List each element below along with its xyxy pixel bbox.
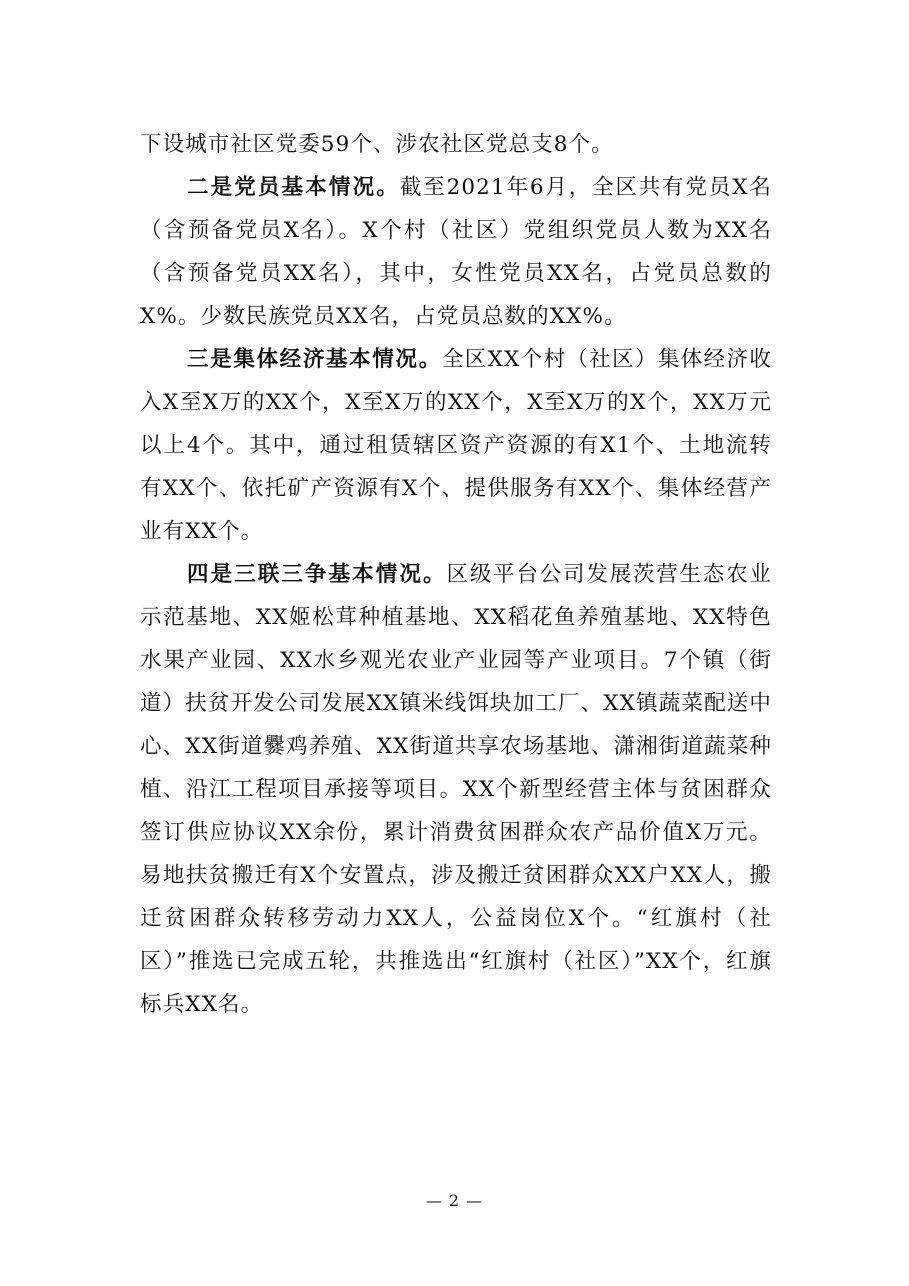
paragraph-three-links xyxy=(140,553,772,1026)
paragraph-continuation xyxy=(140,123,772,166)
paragraph-heading: 三是集体经济基本情况。 xyxy=(187,347,442,372)
paragraph-party-members xyxy=(140,166,772,338)
paragraph-heading: 二是党员基本情况。 xyxy=(187,175,400,200)
paragraph-text: 下设城市社区党委59个、涉农社区党总支8个。 xyxy=(140,132,614,157)
paragraph-heading: 四是三联三争基本情况。 xyxy=(187,562,447,587)
paragraph-text: 区级平台公司发展茨营生态农业示范基地、XX姬松茸种植基地、XX稻花鱼养殖基地、XX特色水果产业园、XX水乡观光农业产业园等产业项目。7个镇（街道）扶贫开发公司发展XX镇米线饵块加工厂、XX镇蔬菜配送中心、XX街道爨鸡养殖、XX街道共享农场基地、潇湘街道蔬菜种植、沿江工程项目承接等项目。XX个新型经营主体与贫困群众签订供应协议XX余份，累计消费贫困群众农产品价值X万元。易地扶贫搬迁有X个安置点，涉及搬迁贫困群众XX户XX人，搬迁贫困群众转移劳动力XX人，公益岗位X个。“红旗村（社区）”推选已完成五轮，共推选出“红旗村（社区）”XX个，红旗标兵XX名。 xyxy=(140,562,773,1017)
page-number: — 2 — xyxy=(425,1191,484,1210)
paragraph-collective-economy xyxy=(140,338,772,553)
paragraph-text: 截至2021年6月，全区共有党员X名（含预备党员X名）。X个村（社区）党组织党员人数为XX名（含预备党员XX名），其中，女性党员XX名，占党员总数的X%。少数民族党员XX名，占党员总数的XX%。 xyxy=(140,175,772,329)
document-body xyxy=(140,123,772,1026)
paragraph-text: 全区XX个村（社区）集体经济收入X至X万的XX个，X至X万的XX个，X至X万的X个，XX万元以上4个。其中，通过租赁辖区资产资源的有X1个、土地流转有XX个、依托矿产资源有X个、提供服务有XX个、集体经营产业有XX个。 xyxy=(140,347,772,544)
